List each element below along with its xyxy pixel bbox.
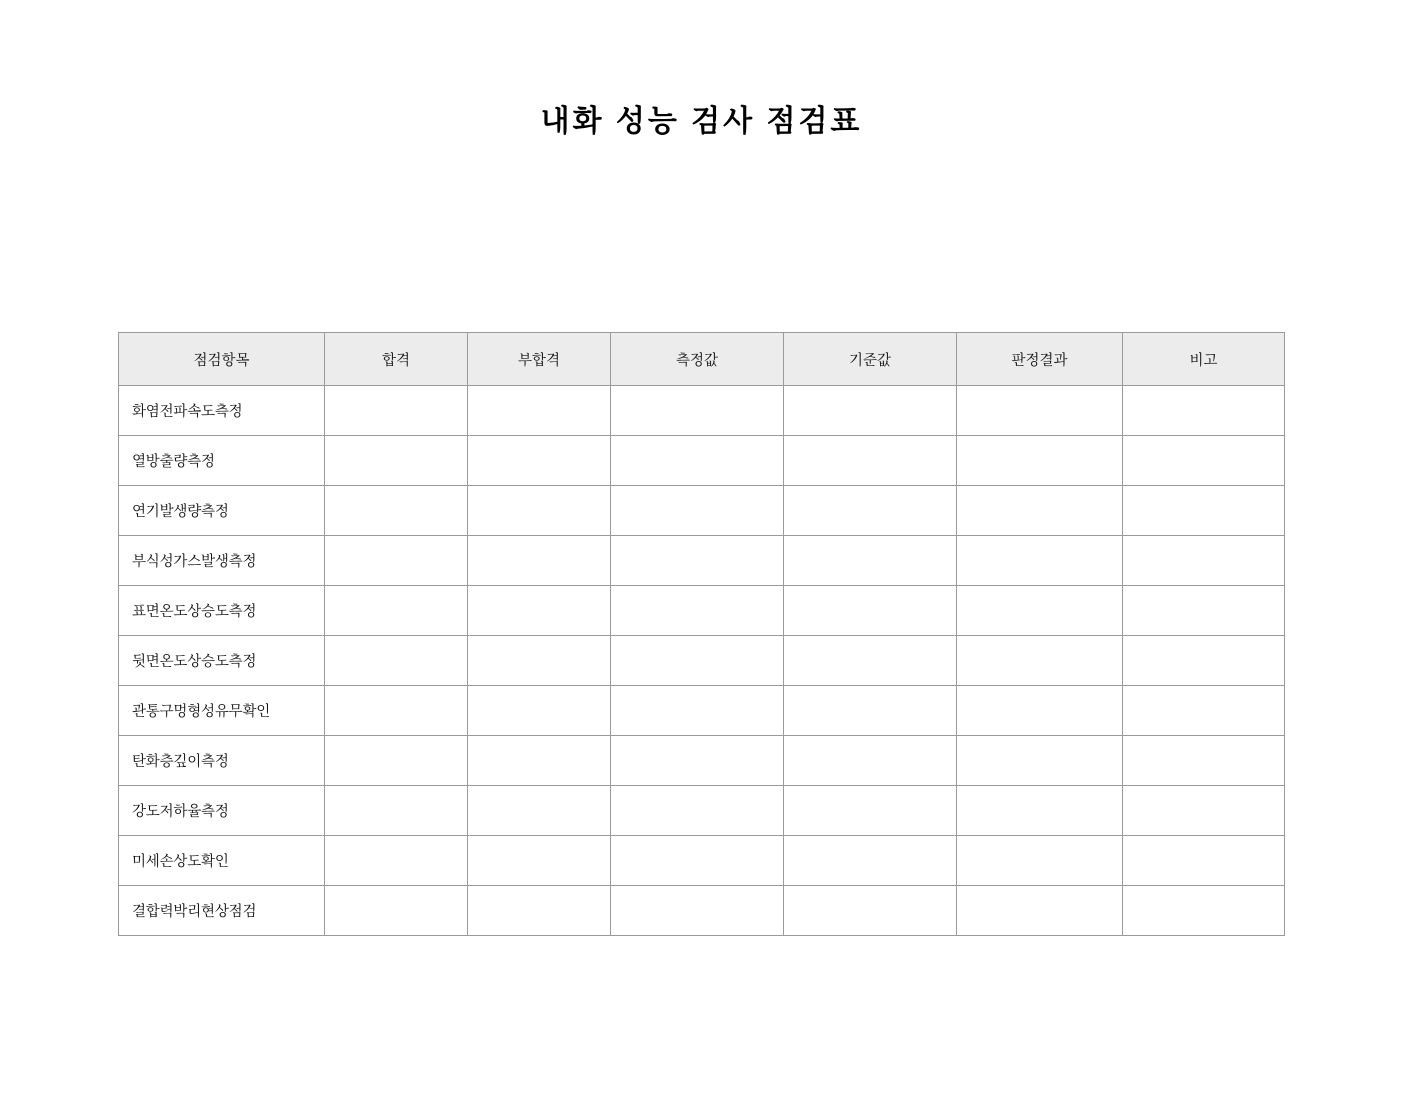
cell-measured[interactable]	[611, 486, 784, 536]
cell-standard[interactable]	[784, 636, 957, 686]
cell-fail[interactable]	[468, 786, 611, 836]
table-row	[119, 836, 1285, 886]
cell-note[interactable]	[1123, 886, 1285, 936]
inspection-checklist-table	[118, 332, 1285, 936]
cell-item: 열방출량측정	[119, 436, 325, 486]
cell-fail[interactable]	[468, 536, 611, 586]
cell-standard[interactable]	[784, 736, 957, 786]
cell-result[interactable]	[957, 886, 1123, 936]
column-header-fail: 부합격	[468, 333, 611, 386]
cell-fail[interactable]	[468, 486, 611, 536]
cell-item: 화염전파속도측정	[119, 386, 325, 436]
cell-fail[interactable]	[468, 436, 611, 486]
cell-item: 결합력박리현상점검	[119, 886, 325, 936]
cell-standard[interactable]	[784, 836, 957, 886]
cell-note[interactable]	[1123, 586, 1285, 636]
cell-note[interactable]	[1123, 786, 1285, 836]
cell-item: 표면온도상승도측정	[119, 586, 325, 636]
cell-pass[interactable]	[325, 436, 468, 486]
cell-measured[interactable]	[611, 636, 784, 686]
cell-note[interactable]	[1123, 836, 1285, 886]
cell-measured[interactable]	[611, 436, 784, 486]
table-row	[119, 686, 1285, 736]
table-body	[119, 386, 1285, 936]
cell-standard[interactable]	[784, 886, 957, 936]
cell-measured[interactable]	[611, 686, 784, 736]
column-header-measured: 측정값	[611, 333, 784, 386]
cell-pass[interactable]	[325, 886, 468, 936]
cell-standard[interactable]	[784, 486, 957, 536]
cell-note[interactable]	[1123, 686, 1285, 736]
table-row	[119, 536, 1285, 586]
cell-measured[interactable]	[611, 886, 784, 936]
cell-fail[interactable]	[468, 736, 611, 786]
cell-fail[interactable]	[468, 886, 611, 936]
cell-pass[interactable]	[325, 736, 468, 786]
cell-item: 관통구멍형성유무확인	[119, 686, 325, 736]
column-header-standard: 기준값	[784, 333, 957, 386]
cell-measured[interactable]	[611, 736, 784, 786]
table-row	[119, 786, 1285, 836]
cell-pass[interactable]	[325, 786, 468, 836]
cell-measured[interactable]	[611, 836, 784, 886]
cell-fail[interactable]	[468, 586, 611, 636]
column-header-item: 점검항목	[119, 333, 325, 386]
cell-pass[interactable]	[325, 536, 468, 586]
cell-result[interactable]	[957, 736, 1123, 786]
cell-measured[interactable]	[611, 786, 784, 836]
column-header-result: 판정결과	[957, 333, 1123, 386]
cell-fail[interactable]	[468, 386, 611, 436]
cell-fail[interactable]	[468, 636, 611, 686]
cell-pass[interactable]	[325, 636, 468, 686]
cell-item: 연기발생량측정	[119, 486, 325, 536]
table-row	[119, 436, 1285, 486]
cell-standard[interactable]	[784, 386, 957, 436]
cell-note[interactable]	[1123, 386, 1285, 436]
column-header-pass: 합격	[325, 333, 468, 386]
table-row	[119, 736, 1285, 786]
table-header	[119, 333, 1285, 386]
column-header-note: 비고	[1123, 333, 1285, 386]
cell-fail[interactable]	[468, 836, 611, 886]
cell-measured[interactable]	[611, 586, 784, 636]
cell-pass[interactable]	[325, 586, 468, 636]
cell-pass[interactable]	[325, 486, 468, 536]
cell-item: 뒷면온도상승도측정	[119, 636, 325, 686]
table-row	[119, 486, 1285, 536]
cell-result[interactable]	[957, 486, 1123, 536]
cell-standard[interactable]	[784, 436, 957, 486]
table-row	[119, 386, 1285, 436]
document-page	[0, 104, 1403, 1096]
cell-measured[interactable]	[611, 386, 784, 436]
cell-measured[interactable]	[611, 536, 784, 586]
cell-result[interactable]	[957, 836, 1123, 886]
cell-item: 강도저하율측정	[119, 786, 325, 836]
cell-note[interactable]	[1123, 486, 1285, 536]
cell-result[interactable]	[957, 536, 1123, 586]
table-row	[119, 586, 1285, 636]
cell-pass[interactable]	[325, 386, 468, 436]
cell-result[interactable]	[957, 586, 1123, 636]
cell-result[interactable]	[957, 436, 1123, 486]
cell-pass[interactable]	[325, 836, 468, 886]
cell-note[interactable]	[1123, 436, 1285, 486]
cell-pass[interactable]	[325, 686, 468, 736]
cell-standard[interactable]	[784, 536, 957, 586]
cell-result[interactable]	[957, 686, 1123, 736]
cell-standard[interactable]	[784, 686, 957, 736]
cell-result[interactable]	[957, 636, 1123, 686]
page-title: 내화 성능 검사 점검표	[540, 105, 863, 138]
cell-item: 탄화층깊이측정	[119, 736, 325, 786]
cell-note[interactable]	[1123, 636, 1285, 686]
table-row	[119, 636, 1285, 686]
cell-standard[interactable]	[784, 786, 957, 836]
cell-item: 부식성가스발생측정	[119, 536, 325, 586]
cell-item: 미세손상도확인	[119, 836, 325, 886]
cell-result[interactable]	[957, 786, 1123, 836]
cell-result[interactable]	[957, 386, 1123, 436]
table-row	[119, 886, 1285, 936]
cell-note[interactable]	[1123, 536, 1285, 586]
cell-standard[interactable]	[784, 586, 957, 636]
cell-fail[interactable]	[468, 686, 611, 736]
table-header-row	[119, 333, 1285, 386]
cell-note[interactable]	[1123, 736, 1285, 786]
checklist-table-container	[118, 332, 1284, 936]
